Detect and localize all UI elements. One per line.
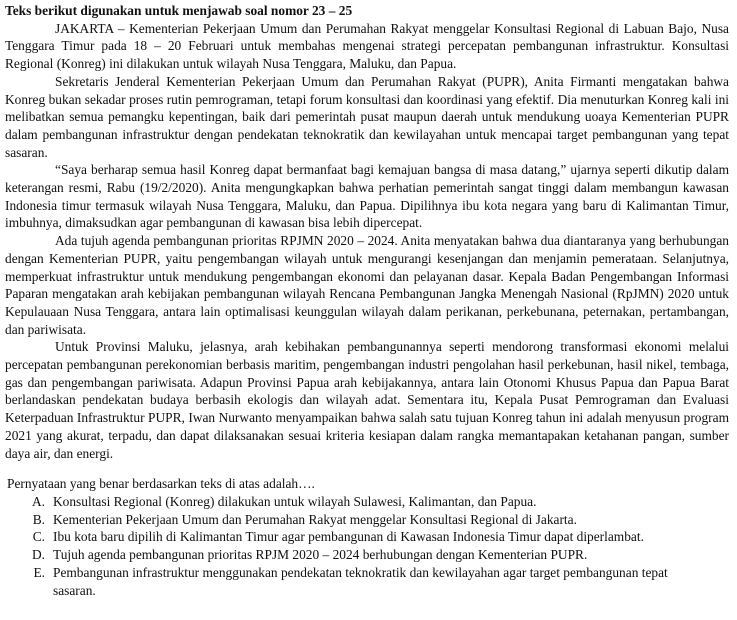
option-d-text: Tujuh agenda pembangunan prioritas RPJM 2020 – 2024 berhubungan dengan Kementerian PUPR. <box>53 547 588 563</box>
option-e-text: Pembangunan infrastruktur menggunakan pendekatan teknokratik dan kewilayahan agar target pembangunan tepat sasaran. <box>53 564 668 598</box>
passage-paragraph-4: Ada tujuh agenda pembangunan prioritas RPJMN 2020 – 2024. Anita menyatakan bahwa dua diantaranya yang berhubungan dengan Kementerian PUPR, yaitu pengembangan wilayah untuk mengurangi kesenjangan dan menjamin pemerataan. Selanjutnya, memperkuat infrastruktur untuk mendukung pengembangan ekonomi dan pelayanan dasar. Kepala Badan Pengembangan Informasi Paparan mengatakan arah kebijakan pembangunan wilayah Rencana Pembangunan Jangka Menengah Nasional (RpJMN) 2020 untuk Kepulauaan Nusa Tenggara, antara lain optimalisasi keunggulan wilayah dalam perikanan, perkebunana, peternakan, pertambangan, dan pariwisata. <box>5 233 729 337</box>
passage-paragraph-5: Untuk Provinsi Maluku, jelasnya, arah kebihakan pembangunannya seperti mendorong transformasi ekonomi melalui percepatan pembangunan perekonomian berbasis maritim, pengembangan industri pengolahan hasil perkebunan, hasil nikel, tembaga, gas dan pengembangan pariwisata. Adapun Provinsi Papua arah kebijakannya, antara lain Otonomi Khusus Papua dan Papua Barat berlandaskan pendekatan budaya berbasih ekologis dan wilayah adat. Sementara itu, Kepala Pusat Pemrograman dan Evaluasi Keterpaduan Infrastruktur PUPR, Iwan Nurwanto menyampaikan bahwa salah satu tujuan Konreg tahun ini adalah menyusun program 2021 yang akurat, terpadu, dan dapat dilaksanakan sesuai kriteria kesiapan dalam rangka memantapakan ketahanan pangan, sumber daya air, dan energi. <box>5 339 729 461</box>
option-d-letter: D. <box>31 547 45 563</box>
passage-paragraph-2: Sekretaris Jenderal Kementerian Pekerjaan Umum dan Perumahan Rakyat (PUPR), Anita Firmanti mengatakan bahwa Konreg bukan sekadar proses rutin pemrograman, tetapi forum konsultasi dan koordinasi yang efektif. Dia menuturkan Konreg kali ini melibatkan semua pemangku kepentingan, baik dari pemerintah pusat maupun daerah untuk mendukung uoaya Kementerian PUPR dalam pembangunan infrastruktur dengan pendekatan teknokratik dan kewilayahan untuk mencapai target pembangunan yang tepat sasaran. <box>5 73 729 160</box>
option-a[interactable] <box>5 493 729 511</box>
passage <box>5 20 729 463</box>
option-b[interactable] <box>5 511 729 529</box>
passage-paragraph-3: “Saya berharap semua hasil Konreg dapat bermanfaat bagi kemajuan bangsa di masa datang,” ujarnya seperti dikutip dalam keterangan resmi, Rabu (19/2/2020). Anita mengungkapkan bahwa perhatian pemerintah sangat tinggi dalam membangun kawasan Indonesia timur termasuk wilayah Nusa Tenggara, Maluku, dan Papua. Dipilihnya ibu kota negara yang baru di Kalimantan Timur, imbuhnya, dimaksudkan agar pembangunan di kawasan bisa lebih dipercepat. <box>5 162 729 231</box>
option-d[interactable] <box>5 546 729 564</box>
option-c-letter: C. <box>32 529 45 545</box>
option-c-text: Ibu kota baru dipilih di Kalimantan Timur agar pembangunan di Kawasan Indonesia Timur dapat diperlambat. <box>53 529 644 545</box>
option-e-letter: E. <box>33 564 45 580</box>
question-stem: Pernyataan yang benar berdasarkan teks di atas adalah…. <box>7 476 315 492</box>
answer-options <box>5 493 729 599</box>
option-a-text: Konsultasi Regional (Konreg) dilakukan untuk wilayah Sulawesi, Kalimantan, dan Papua. <box>53 493 537 509</box>
option-e[interactable] <box>5 564 729 599</box>
option-a-letter: A. <box>31 493 45 509</box>
option-b-letter: B. <box>32 511 45 527</box>
option-b-text: Kementerian Pekerjaan Umum dan Perumahan Rakyat menggelar Konsultasi Regional di Jakarta. <box>53 511 577 527</box>
passage-heading: Teks berikut digunakan untuk menjawab soal nomor 23 – 25 <box>5 3 353 18</box>
passage-paragraph-1: JAKARTA – Kementerian Pekerjaan Umum dan Perumahan Rakyat menggelar Konsultasi Regional di Labuan Bajo, Nusa Tenggara Timur pada 18 – 20 Februari untuk membahas mengenai strategi percepatan pembangunan infrastruktur. Konsultasi Regional (Konreg) ini dilakukan untuk wilayah Nusa Tenggara, Maluku, dan Papua. <box>5 20 729 72</box>
option-c[interactable] <box>5 528 729 546</box>
